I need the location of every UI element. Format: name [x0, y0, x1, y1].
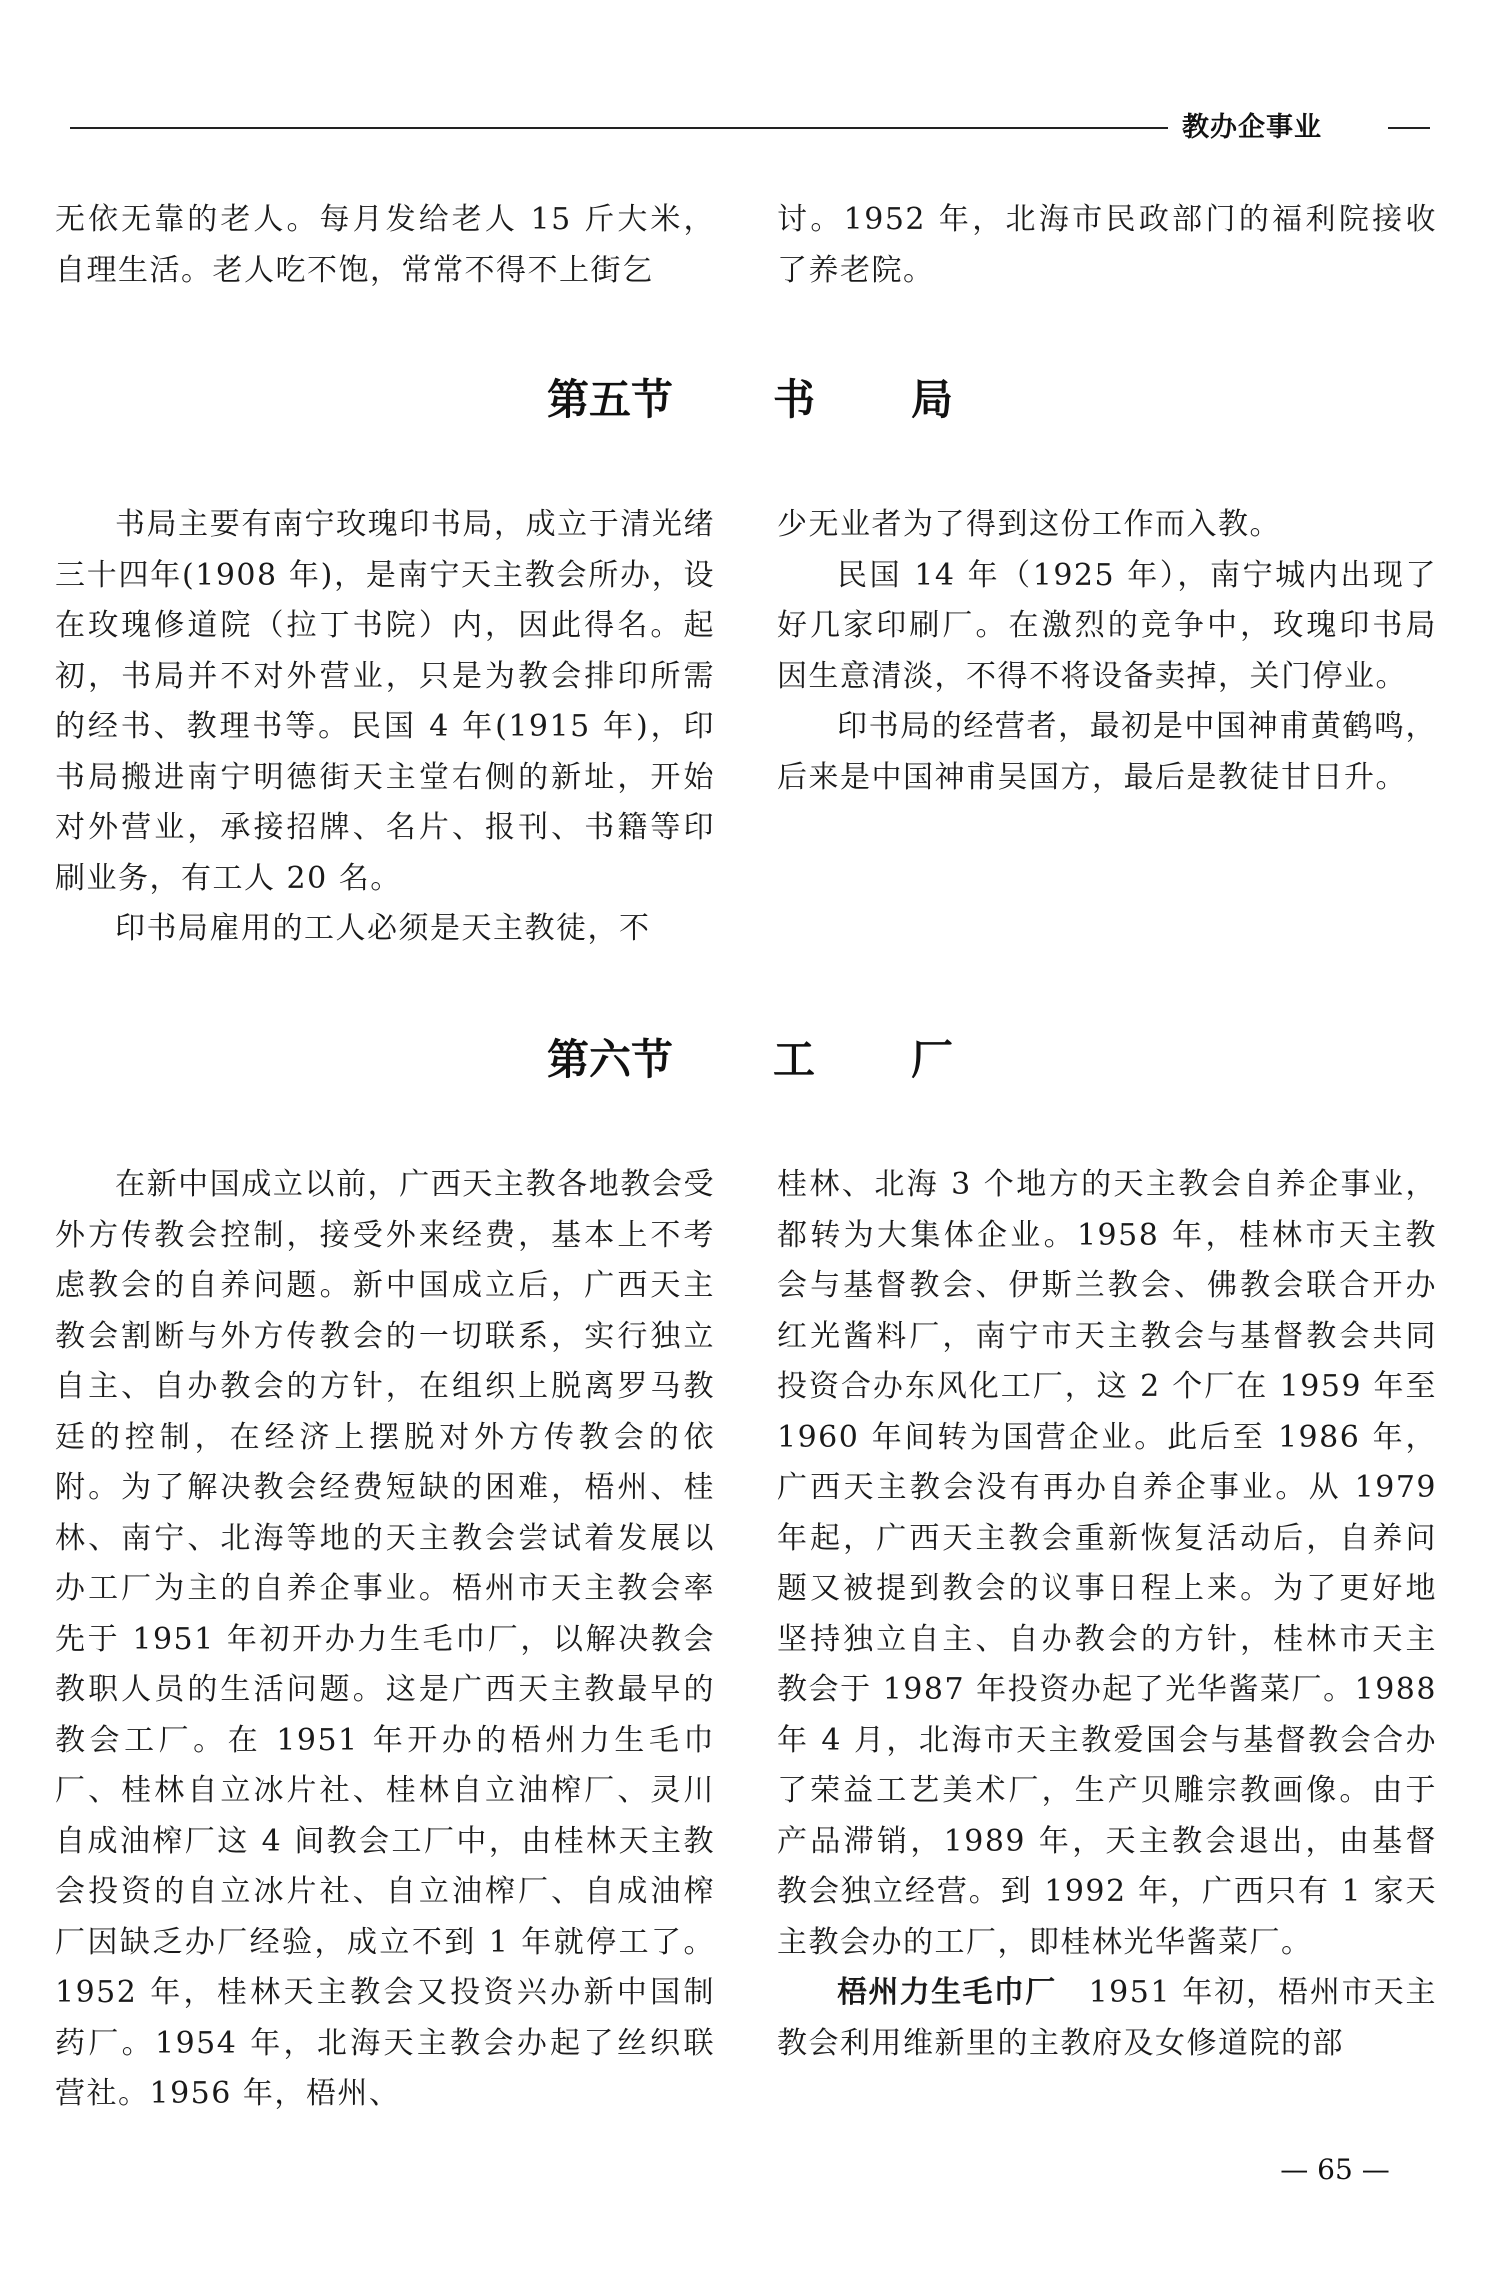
top-left-column — [55, 195, 715, 296]
subsection-heading: 梧州力生毛巾厂 — [837, 1975, 1057, 2010]
paragraph: 无依无靠的老人。每月发给老人 15 斤大米，自理生活。老人吃不饱，常常不得不上街乞 — [55, 202, 715, 288]
section-name: 书局 — [773, 375, 1050, 424]
paragraph: 讨。1952 年，北海市民政部门的福利院接收了养老院。 — [777, 202, 1437, 288]
subsection-text: 1951 年初，梧州市天主教会利用维新里的主教府及女修道院的部 — [777, 1975, 1438, 2061]
paragraph: 民国 14 年（1925 年），南宁城内出现了好几家印刷厂。在激烈的竞争中，玫瑰印书局因生意清淡，不得不将设备卖掉，关门停业。 — [777, 557, 1437, 694]
paragraph: 印书局的经营者，最初是中国神甫黄鹤鸣，后来是中国神甫吴国方，最后是教徒甘日升。 — [777, 709, 1437, 795]
section5-right-column — [777, 500, 1437, 803]
running-head: 教办企事业 — [1182, 112, 1322, 143]
subsection-paragraph — [777, 1968, 1437, 2069]
paragraph: 少无业者为了得到这份工作而入教。 — [777, 507, 1281, 542]
paragraph: 桂林、北海 3 个地方的天主教会自养企事业，都转为大集体企业。1958 年，桂林市天主教会与基督教会、伊斯兰教会、佛教会联合开办红光酱料厂，南宁市天主教会与基督教会共同投资合办东风化工厂，这 2 个厂在 1959 年至 1960 年间转为国营企业。此后至 1986 年，广西天主教会没有再办自养企事业。从 1979 年起，广西天主教会重新恢复活动后，自养问题又被提到教会的议事日程上来。为了更好地坚持独立自主、自办教会的方针，桂林市天主教会于 1987 年投资办起了光华酱菜厂。1988 年 4 月，北海市天主教爱国会与基督教会合办了荣益工艺美术厂，生产贝雕宗教画像。由于产品滞销，1989 年，天主教会退出，由基督教会独立经营。到 1992 年，广西只有 1 家天主教会办的工厂，即桂林光华酱菜厂。 — [777, 1167, 1437, 1960]
section6-right-column — [777, 1160, 1437, 2069]
paragraph: 书局主要有南宁玫瑰印书局，成立于清光绪三十四年(1908 年)，是南宁天主教会所办，设在玫瑰修道院（拉丁书院）内，因此得名。起初，书局并不对外营业，只是为教会排印所需的经书、教理书等。民国 4 年(1915 年)，印书局搬进南宁明德街天主堂右侧的新址，开始对外营业，承接招牌、名片、报刊、书籍等印刷业务，有工人 20 名。 — [55, 507, 715, 896]
top-right-column — [777, 195, 1437, 296]
section6-left-column — [55, 1160, 715, 2120]
page-number: — 65 — — [1280, 2153, 1390, 2186]
header-rule-left — [70, 127, 1168, 129]
header-rule-right — [1388, 127, 1430, 129]
section5-left-column — [55, 500, 715, 955]
paragraph: 在新中国成立以前，广西天主教各地教会受外方传教会控制，接受外来经费，基本上不考虑教会的自养问题。新中国成立后，广西天主教会割断与外方传教会的一切联系，实行独立自主、自办教会的方针，在组织上脱离罗马教廷的控制，在经济上摆脱对外方传教会的依附。为了解决教会经费短缺的困难，梧州、桂林、南宁、北海等地的天主教会尝试着发展以办工厂为主的自养企事业。梧州市天主教会率先于 1951 年初开办力生毛巾厂，以解决教会教职人员的生活问题。这是广西天主教最早的教会工厂。在 1951 年开办的梧州力生毛巾厂、桂林自立冰片社、桂林自立油榨厂、灵川自成油榨厂这 4 间教会工厂中，由桂林天主教会投资的自立冰片社、自立油榨厂、自成油榨厂因缺乏办厂经验，成立不到 1 年就停工了。1952 年，桂林天主教会又投资兴办新中国制药厂。1954 年，北海天主教会办起了丝织联营社。1956 年，梧州、 — [55, 1167, 715, 2111]
section-title-5 — [0, 370, 1500, 430]
section-number: 第六节 — [546, 1035, 673, 1084]
section-number: 第五节 — [546, 375, 673, 424]
section-name: 工厂 — [773, 1035, 1050, 1084]
section-title-6 — [0, 1030, 1500, 1090]
paragraph: 印书局雇用的工人必须是天主教徒，不 — [115, 911, 651, 946]
